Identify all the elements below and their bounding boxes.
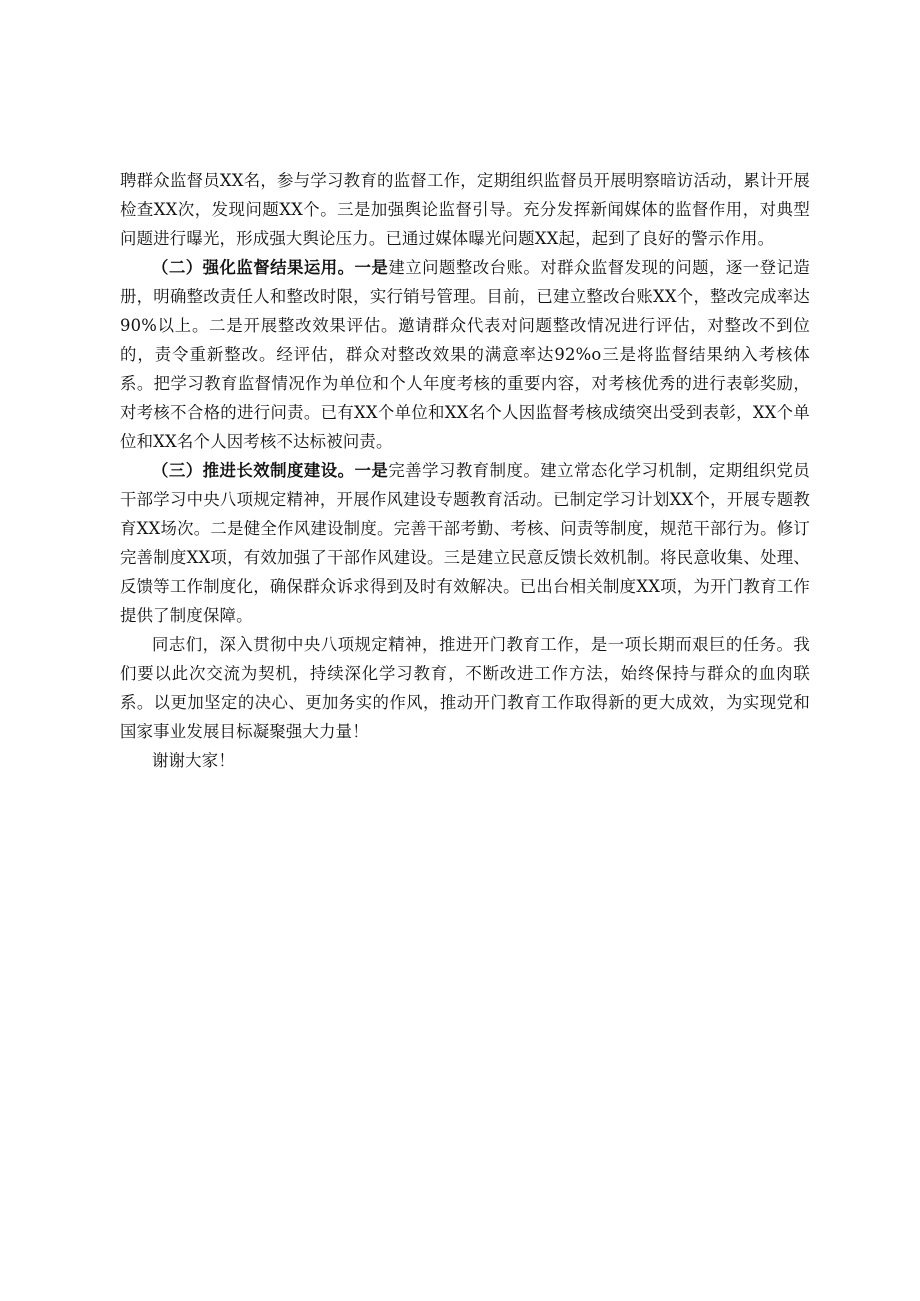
- section-heading-3: （三）推进长效制度建设。一是: [152, 461, 389, 480]
- paragraph-conclusion: 同志们，深入贯彻中央八项规定精神，推进开门教育工作，是一项长期而艰巨的任务。我们要以此次交流为契机，持续深化学习教育，不断改进工作方法，始终保持与群众的血肉联系。以更加坚定的决心、更加务实的作风，推动开门教育工作取得新的更大成效，为实现党和国家事业发展目标凝聚强大力量！: [120, 635, 810, 741]
- document-body: [120, 166, 810, 775]
- paragraph-supervision-results: [120, 253, 810, 456]
- paragraph-thanks: 谢谢大家！: [152, 751, 235, 770]
- paragraph-long-term-system: [120, 456, 810, 630]
- section-heading-2: （二）强化监督结果运用。一是: [152, 258, 389, 277]
- section-body-2: 建立问题整改台账。对群众监督发现的问题，逐一登记造册，明确整改责任人和整改时限，实行销号管理。目前，已建立整改台账XX个，整改完成率达90%以上。二是开展整改效果评估。邀请群众代表对问题整改情况进行评估，对整改不到位的，责令重新整改。经评估，群众对整改效果的满意率达92%o三是将监督结果纳入考核体系。把学习教育监督情况作为单位和个人年度考核的重要内容，对考核优秀的进行表彰奖励，对考核不合格的进行问责。已有XX个单位和XX名个人因监督考核成绩突出受到表彰，XX个单位和XX名个人因考核不达标被问责。: [120, 258, 810, 451]
- section-body-3: 完善学习教育制度。建立常态化学习机制，定期组织党员干部学习中央八项规定精神，开展作风建设专题教育活动。已制定学习计划XX个，开展专题教育XX场次。二是健全作风建设制度。完善干部考勤、考核、问责等制度，规范干部行为。修订完善制度XX项，有效加强了干部作风建设。三是建立民意反馈长效机制。将民意收集、处理、反馈等工作制度化，确保群众诉求得到及时有效解决。已出台相关制度XX项，为开门教育工作提供了制度保障。: [120, 461, 810, 625]
- paragraph-supervision-continued: 聘群众监督员XX名，参与学习教育的监督工作，定期组织监督员开展明察暗访活动，累计开展检查XX次，发现问题XX个。三是加强舆论监督引导。充分发挥新闻媒体的监督作用，对典型问题进行曝光，形成强大舆论压力。已通过媒体曝光问题XX起，起到了良好的警示作用。: [120, 171, 810, 248]
